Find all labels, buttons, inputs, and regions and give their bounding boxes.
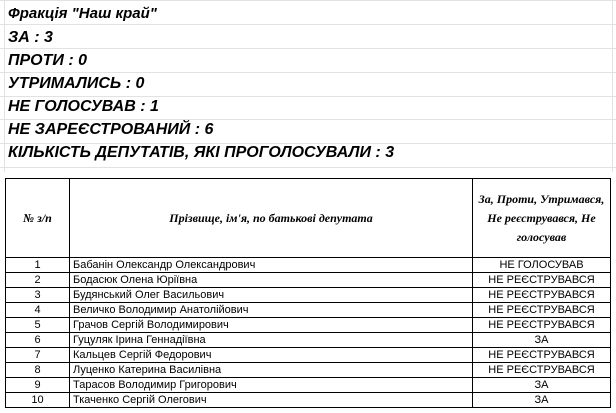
votes-against-count: ПРОТИ : 0 — [8, 52, 88, 69]
vote-result: НЕ ГОЛОСУВАВ — [473, 258, 611, 273]
deputy-name: Бодасюк Олена Юріївна — [70, 273, 473, 288]
table-row — [6, 258, 611, 273]
header-vote-result: За, Проти, Утримався, Не реєструвався, Не голосував — [473, 179, 611, 258]
grid-column-line — [612, 0, 613, 172]
table-row — [6, 378, 611, 393]
abstained-count: УТРИМАЛИСЬ : 0 — [8, 75, 145, 92]
not-voted-count: НЕ ГОЛОСУВАВ : 1 — [8, 98, 159, 115]
deputy-name: Кальцев Сергій Федорович — [70, 348, 473, 363]
row-number: 5 — [6, 318, 70, 333]
grid-line — [0, 119, 616, 120]
grid-line — [0, 24, 616, 25]
row-number: 6 — [6, 333, 70, 348]
grid-column-line — [4, 0, 5, 172]
vote-result: НЕ РЕЄСТРУВАВСЯ — [473, 318, 611, 333]
header-deputy-name: Прізвище, ім'я, по батькові депутата — [70, 179, 473, 258]
vote-result: ЗА — [473, 333, 611, 348]
grid-line — [0, 72, 616, 73]
votes-for-count: ЗА : 3 — [8, 29, 53, 46]
deputy-name: Тарасов Володимир Григорович — [70, 378, 473, 393]
deputy-name: Грачов Сергій Володимирович — [70, 318, 473, 333]
deputy-name: Гуцуляк Ірина Геннадіївна — [70, 333, 473, 348]
voted-deputies-count: КІЛЬКІСТЬ ДЕПУТАТІВ, ЯКІ ПРОГОЛОСУВАЛИ : 3 — [8, 144, 395, 161]
deputy-name: Величко Володимир Анатолійович — [70, 303, 473, 318]
row-number: 3 — [6, 288, 70, 303]
vote-result: НЕ РЕЄСТРУВАВСЯ — [473, 288, 611, 303]
deputy-name: Будянський Олег Васильович — [70, 288, 473, 303]
table-row — [6, 288, 611, 303]
row-number: 4 — [6, 303, 70, 318]
table-row — [6, 273, 611, 288]
grid-line — [0, 48, 616, 49]
vote-result: НЕ РЕЄСТРУВАВСЯ — [473, 348, 611, 363]
table-row — [6, 303, 611, 318]
deputy-name: Ткаченко Сергій Олегович — [70, 393, 473, 408]
vote-result: НЕ РЕЄСТРУВАВСЯ — [473, 273, 611, 288]
row-number: 9 — [6, 378, 70, 393]
deputy-name: Бабанін Олександр Олександрович — [70, 258, 473, 273]
row-number: 10 — [6, 393, 70, 408]
row-number: 2 — [6, 273, 70, 288]
row-number: 8 — [6, 363, 70, 378]
table-row — [6, 333, 611, 348]
deputy-name: Луценко Катерина Василівна — [70, 363, 473, 378]
grid-line — [0, 96, 616, 97]
table-header-row — [6, 179, 611, 258]
grid-line — [0, 0, 616, 1]
row-number: 7 — [6, 348, 70, 363]
vote-result: ЗА — [473, 393, 611, 408]
table-row — [6, 393, 611, 408]
not-registered-count: НЕ ЗАРЕЄСТРОВАНИЙ : 6 — [8, 121, 214, 138]
faction-title: Фракція "Наш край" — [8, 5, 157, 22]
grid-line — [0, 167, 616, 168]
voting-table — [5, 178, 611, 408]
table-row — [6, 318, 611, 333]
header-number: № з/п — [6, 179, 70, 258]
vote-result: ЗА — [473, 378, 611, 393]
table-row — [6, 348, 611, 363]
voting-table-container — [5, 178, 610, 408]
table-row — [6, 363, 611, 378]
vote-result: НЕ РЕЄСТРУВАВСЯ — [473, 363, 611, 378]
vote-result: НЕ РЕЄСТРУВАВСЯ — [473, 303, 611, 318]
row-number: 1 — [6, 258, 70, 273]
